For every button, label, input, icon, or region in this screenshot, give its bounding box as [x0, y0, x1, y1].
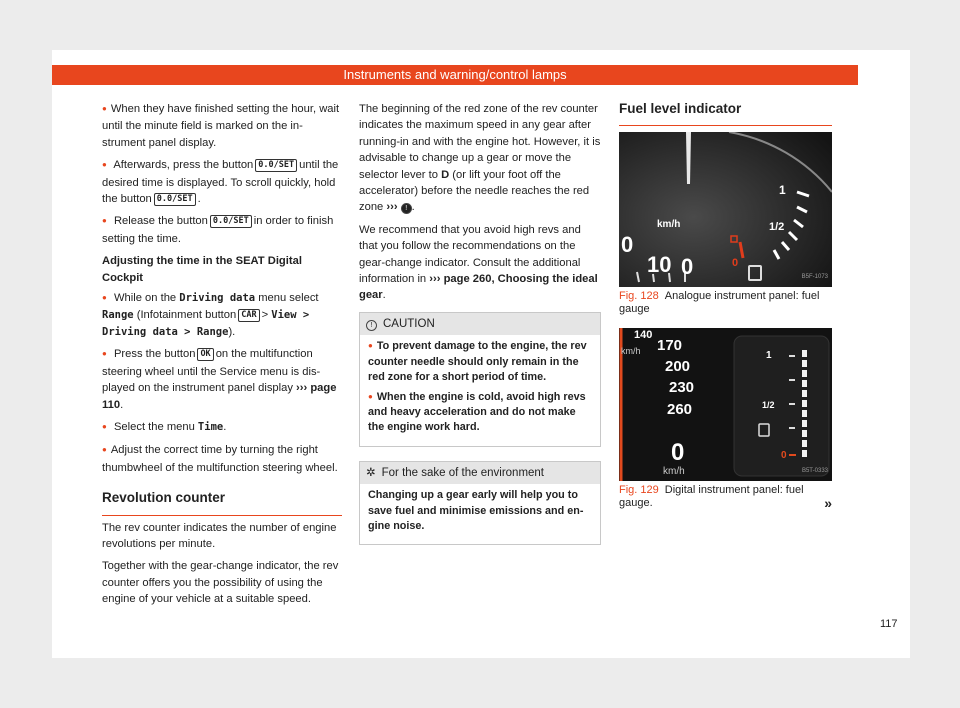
- column-left: [102, 101, 342, 614]
- speed-value: 0: [671, 439, 685, 467]
- menu-name: Time: [197, 420, 224, 433]
- fuel-full-label: 1: [766, 350, 772, 362]
- fuel-half-label: 1/2: [769, 221, 785, 234]
- environment-body: Changing up a gear early will help you to save fuel and minimise emissions and engine noise.: [368, 489, 584, 532]
- speed-number: 140: [634, 329, 653, 342]
- column-middle: [359, 101, 601, 545]
- section-heading: Fuel level indicator: [619, 101, 832, 126]
- caution-icon: !: [401, 203, 412, 214]
- page-reference[interactable]: ››› page 260, Choosing the ideal gear: [359, 273, 598, 302]
- subheading: Adjusting the time in the SEAT Digital Cockpit: [102, 255, 302, 284]
- paragraph: The rev counter indicates the number of engine revolutions per minute.: [102, 521, 337, 550]
- fuel-full-label: 1: [779, 183, 786, 198]
- figure-number: Fig. 128: [619, 290, 659, 303]
- set-key: 0.0/SET: [154, 193, 196, 206]
- warning-reference[interactable]: ›››: [386, 201, 398, 214]
- fuel-empty-label: 0: [781, 450, 787, 462]
- gear-label: D: [441, 168, 450, 181]
- menu-name: Driving data: [179, 292, 256, 305]
- set-key: 0.0/SET: [255, 159, 297, 172]
- speed-number: 10: [647, 252, 672, 278]
- fuel-half-label: 1/2: [762, 400, 775, 411]
- figure-caption: Fig. 129 Digital instrument panel: fuel gauge. »: [619, 484, 832, 512]
- figure-analogue-gauge: [619, 132, 832, 287]
- menu-path: View > Driving data > Range: [102, 309, 310, 338]
- paragraph: We recommend that you avoid high revs and that you follow the recommendations on the gear-change indicator. Consult the additional information in ››› page 260, Choosing the ideal gear.: [359, 223, 598, 302]
- bullet-item: ● Adjust the correct time by turning the right thumbwheel of the multifunction steering wheel.: [102, 442, 342, 476]
- digital-gauge-image: [619, 328, 832, 481]
- page-number: 117: [880, 618, 898, 630]
- car-key: CAR: [238, 309, 259, 322]
- fuel-empty-label: 0: [732, 257, 739, 270]
- environment-box: [359, 461, 601, 546]
- figure-code: B5F-1073: [801, 274, 828, 280]
- bullet-item: ● While on the Driving data menu select Range (Infotainment button CAR > View > Driving data > Range).: [102, 290, 342, 340]
- kmh-label: km/h: [663, 466, 685, 478]
- menu-name: Range: [102, 309, 134, 322]
- page-header: Instruments and warning/control lamps: [52, 65, 858, 85]
- set-key: 0.0/SET: [210, 215, 252, 228]
- speed-number: 0: [681, 254, 694, 280]
- bullet-item: ● Press the button OK on the multifunction steering wheel until the Service menu is displayed on the instrument panel display ››› page 110.: [102, 346, 342, 413]
- bullet-item: ● Release the button 0.0/SET in order to finish setting the time.: [102, 213, 342, 247]
- environment-icon: ✲: [366, 466, 376, 479]
- section-heading: Revolution counter: [102, 490, 342, 515]
- caution-header: ! CAUTION: [360, 313, 600, 335]
- kmh-label: km/h: [657, 219, 681, 231]
- figure-digital-gauge: [619, 328, 832, 481]
- speed-number: 170: [657, 337, 683, 355]
- analogue-gauge-image: [619, 132, 832, 287]
- bullet-item: ● Select the menu Time.: [102, 419, 342, 436]
- paragraph: The beginning of the red zone of the rev counter indicates the maximum speed in any gear after running-in and with the engine hot. However, it is advisable to change up a gear or move the selector lever to D (or lift your foot off the accelerator) before the needle reaches the red zone ››› ! .: [359, 103, 601, 214]
- caution-icon: !: [366, 320, 377, 331]
- speed-number: 260: [667, 401, 693, 419]
- caution-box: [359, 312, 601, 447]
- bullet-item: ● Afterwards, press the button 0.0/SET until the desired time is displayed. To scroll quickly, hold the button 0.0/SET .: [102, 157, 342, 207]
- ok-key: OK: [197, 348, 213, 361]
- caution-body: [360, 335, 600, 445]
- figure-caption: Fig. 128 Analogue instrument panel: fuel gauge: [619, 290, 820, 316]
- column-right: [619, 101, 832, 522]
- environment-header: ✲ For the sake of the environment: [360, 462, 600, 484]
- bullet-item: ● When they have finished setting the hour, wait until the minute field is marked on the instrument panel display.: [102, 101, 342, 151]
- figure-code: B5T-0333: [801, 468, 828, 474]
- continued-icon: »: [824, 495, 832, 512]
- page-reference[interactable]: ››› page 110: [102, 382, 337, 411]
- caution-item: ● When the engine is cold, avoid high revs and heavy acceleration and do not make the engine work hard.: [368, 390, 592, 436]
- speed-number: 0: [621, 232, 634, 258]
- speed-number: 200: [665, 358, 691, 376]
- paragraph: Together with the gear-change indicator, the rev counter offers you the possibility of using the engine of your vehicle at a suitable speed.: [102, 560, 339, 606]
- kmh-label: km/h: [621, 346, 641, 357]
- caution-item: ● To prevent damage to the engine, the rev counter needle should only remain in the red zone for a short period of time.: [368, 339, 592, 385]
- speed-number: 230: [669, 379, 695, 397]
- figure-number: Fig. 129: [619, 484, 659, 497]
